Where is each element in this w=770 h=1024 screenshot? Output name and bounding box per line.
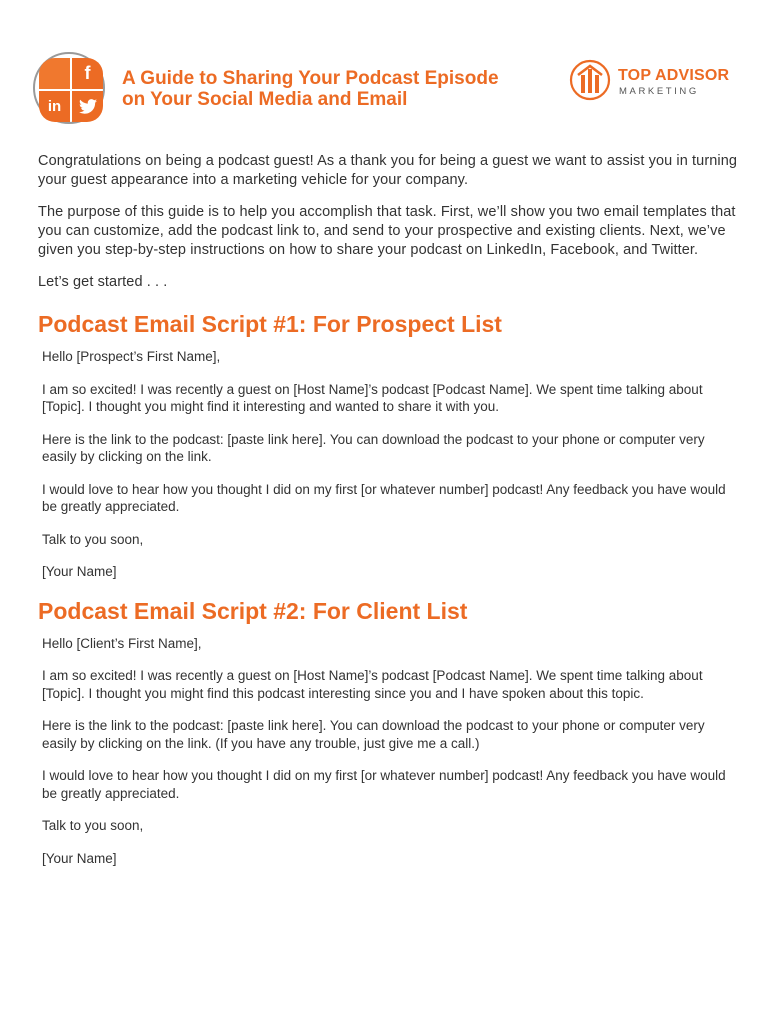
section-heading: Podcast Email Script #2: For Client List [38,597,468,624]
script-paragraph: Here is the link to the podcast: [paste link here]. You can download the podcast to your phone or computer very easily by clicking on the link. (If you have any trouble, just give me a call.) [42,718,705,751]
section-heading: Podcast Email Script #1: For Prospect List [38,311,502,337]
brand-subtitle: MARKETING [619,86,699,97]
email-script-body [38,635,738,868]
guide-title-line-1: A Guide to Sharing Your Podcast Episode [122,68,499,89]
top-advisor-logo-icon [568,58,612,102]
brand-name: TOP ADVISOR [618,67,730,84]
brand-logo [568,58,738,104]
guide-title [122,68,542,110]
script-paragraph: I would love to hear how you thought I did on my first [or whatever number] podcast! Any feedback you have would be greatly appreciated. [42,481,726,514]
linkedin-icon: in [39,91,70,122]
script-closing: Talk to you soon, [42,531,144,547]
script-signature: [Your Name] [42,850,117,866]
script-greeting: Hello [Prospect’s First Name], [42,349,221,364]
script-signature: [Your Name] [42,564,117,579]
social-media-badge [33,52,105,124]
blank-tile [39,58,70,89]
twitter-icon [72,91,103,122]
script-closing: Talk to you soon, [42,818,144,833]
email-script-body [38,348,738,581]
document-header [0,0,770,140]
intro-paragraph: The purpose of this guide is to help you accomplish that task. First, we’ll show you two email templates that you can customize, add the podcast link to, and send to your prospective and existing clients. Next, we’ve given you step-by-step instructions on how to share your podcast on LinkedIn, Facebook, and Twitter. [38,204,736,258]
intro-paragraph: Congratulations on being a podcast guest! As a thank you for being a guest we want to assist you in turning your guest appearance into a marketing vehicle for your company. [38,153,738,188]
script-paragraph: I am so excited! I was recently a guest on [Host Name]’s podcast [Podcast Name]. We spent time talking about [Topic]. I thought you might find it interesting and wanted to share it with you. [42,381,703,414]
guide-title-line-2: on Your Social Media and Email [122,89,408,110]
script-paragraph: Here is the link to the podcast: [paste link here]. You can download the podcast to your phone or computer very easily by clicking on the link. [42,431,705,464]
email-script-2-section [38,597,738,868]
facebook-icon: f [72,58,103,89]
document-body [38,152,738,883]
script-greeting: Hello [Client’s First Name], [42,635,202,651]
script-paragraph: I would love to hear how you thought I did on my first [or whatever number] podcast! Any feedback you have would be greatly appreciated. [42,768,726,801]
intro-section [38,152,738,292]
email-script-1-section [38,310,738,581]
intro-paragraph: Let’s get started . . . [38,274,168,290]
script-paragraph: I am so excited! I was recently a guest on [Host Name]’s podcast [Podcast Name]. We spent time talking about [Topic]. I thought you might find this podcast interesting since you and I have spoken about this topic. [42,668,703,701]
